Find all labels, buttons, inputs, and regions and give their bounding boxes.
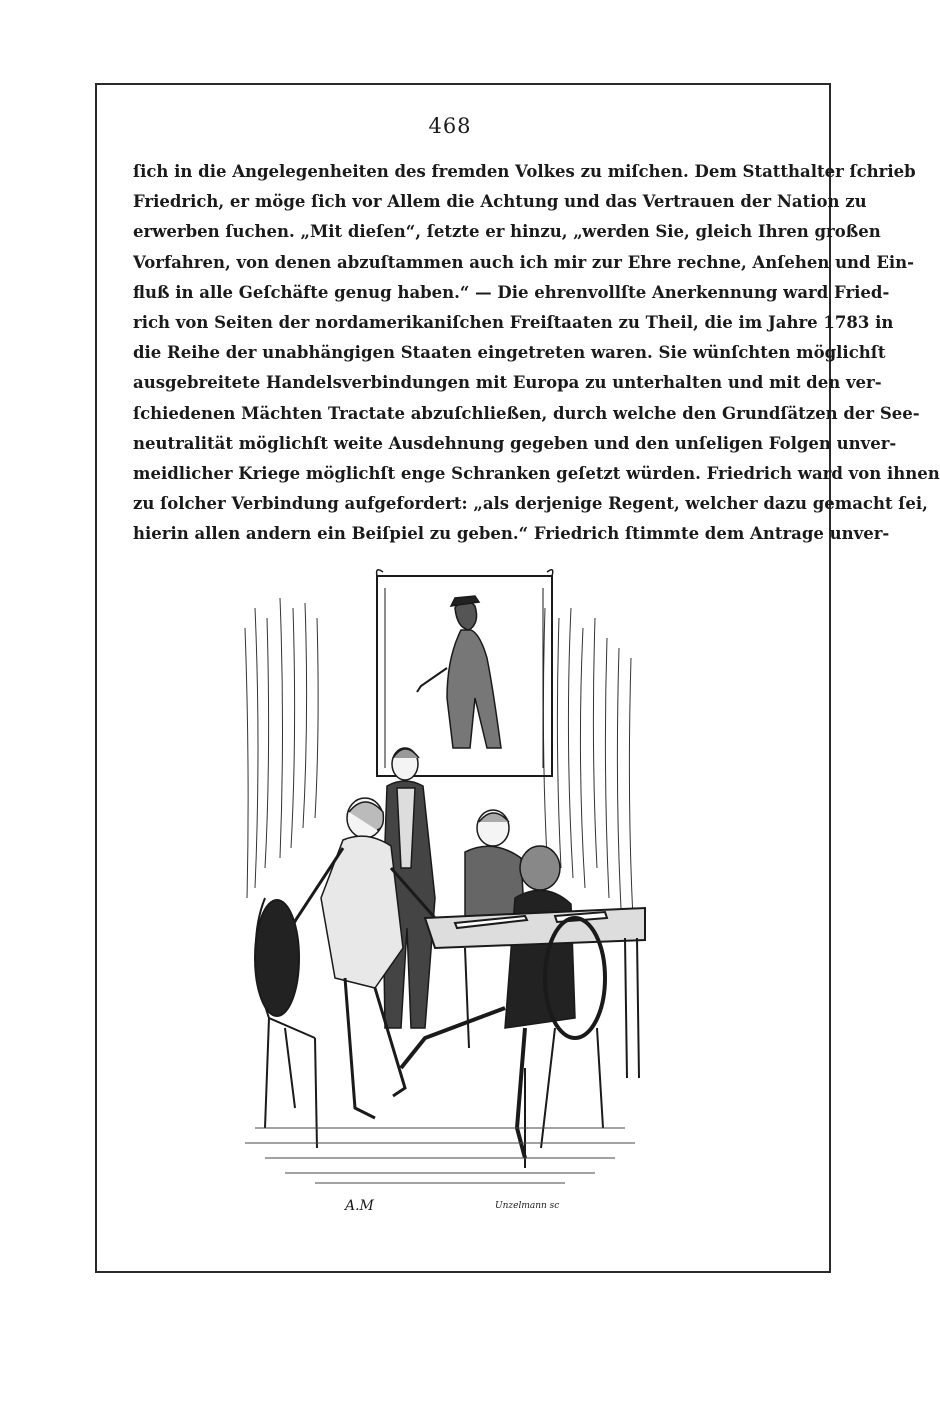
engraving-illustration [225,568,645,1218]
text-line: meidlicher Kriege möglichſt enge Schranken geſetzt würden. Friedrich ward von ihnen [133,463,940,483]
text-line: ausgebreitete Handelsverbindungen mit Europa zu unterhalten und mit den ver- [133,373,882,393]
curtain-hatching [245,598,633,918]
text-line: erwerben ſuchen. „Mit dieſen“, ſetzte er hinzu, „werden Sie, gleich Ihren großen [133,222,881,242]
text-line: ſchiedenen Mächten Tractate abzuſchließen, durch welche den Grundſätzen der See- [133,403,920,423]
text-line: hierin allen andern ein Beiſpiel zu geben.“ Friedrich ſtimmte dem Antrage unver- [133,524,890,544]
text-line: ſich in die Angelegenheiten des fremden Volkes zu miſchen. Dem Statthalter ſchrieb [133,162,916,181]
text-line: Vorfahren, von denen abzuſtammen auch ich mir zur Ehre rechne, Anſehen und Ein- [133,252,915,272]
body-text [133,157,940,549]
floor-hatching [245,1128,635,1183]
text-line: rich von Seiten der nordamerikaniſchen Freiſtaaten zu Theil, die im Jahre 1783 in [133,312,894,332]
text-line: fluß in alle Geſchäfte genug haben.“ — Die ehrenvollſte Anerkennung ward Fried- [133,282,890,302]
signature-right: Unzelmann sc [495,1201,560,1211]
text-line: Friedrich, er möge ſich vor Allem die Achtung und das Vertrauen der Nation zu [133,192,867,212]
portrait-figure [417,596,501,748]
chair-left [255,898,317,1148]
text-line: zu ſolcher Verbindung aufgefordert: „als derjenige Regent, welcher dazu gemacht ſei, [133,494,928,514]
signature-left: A.M [345,1198,374,1214]
page-number: 468 [428,114,472,138]
text-line: die Reihe der unabhängigen Staaten eingetreten waren. Sie wünſchten möglichſt [133,343,886,363]
text-line: neutralität möglichſt weite Ausdehnung gegeben und den unſeligen Folgen unver- [133,433,897,453]
